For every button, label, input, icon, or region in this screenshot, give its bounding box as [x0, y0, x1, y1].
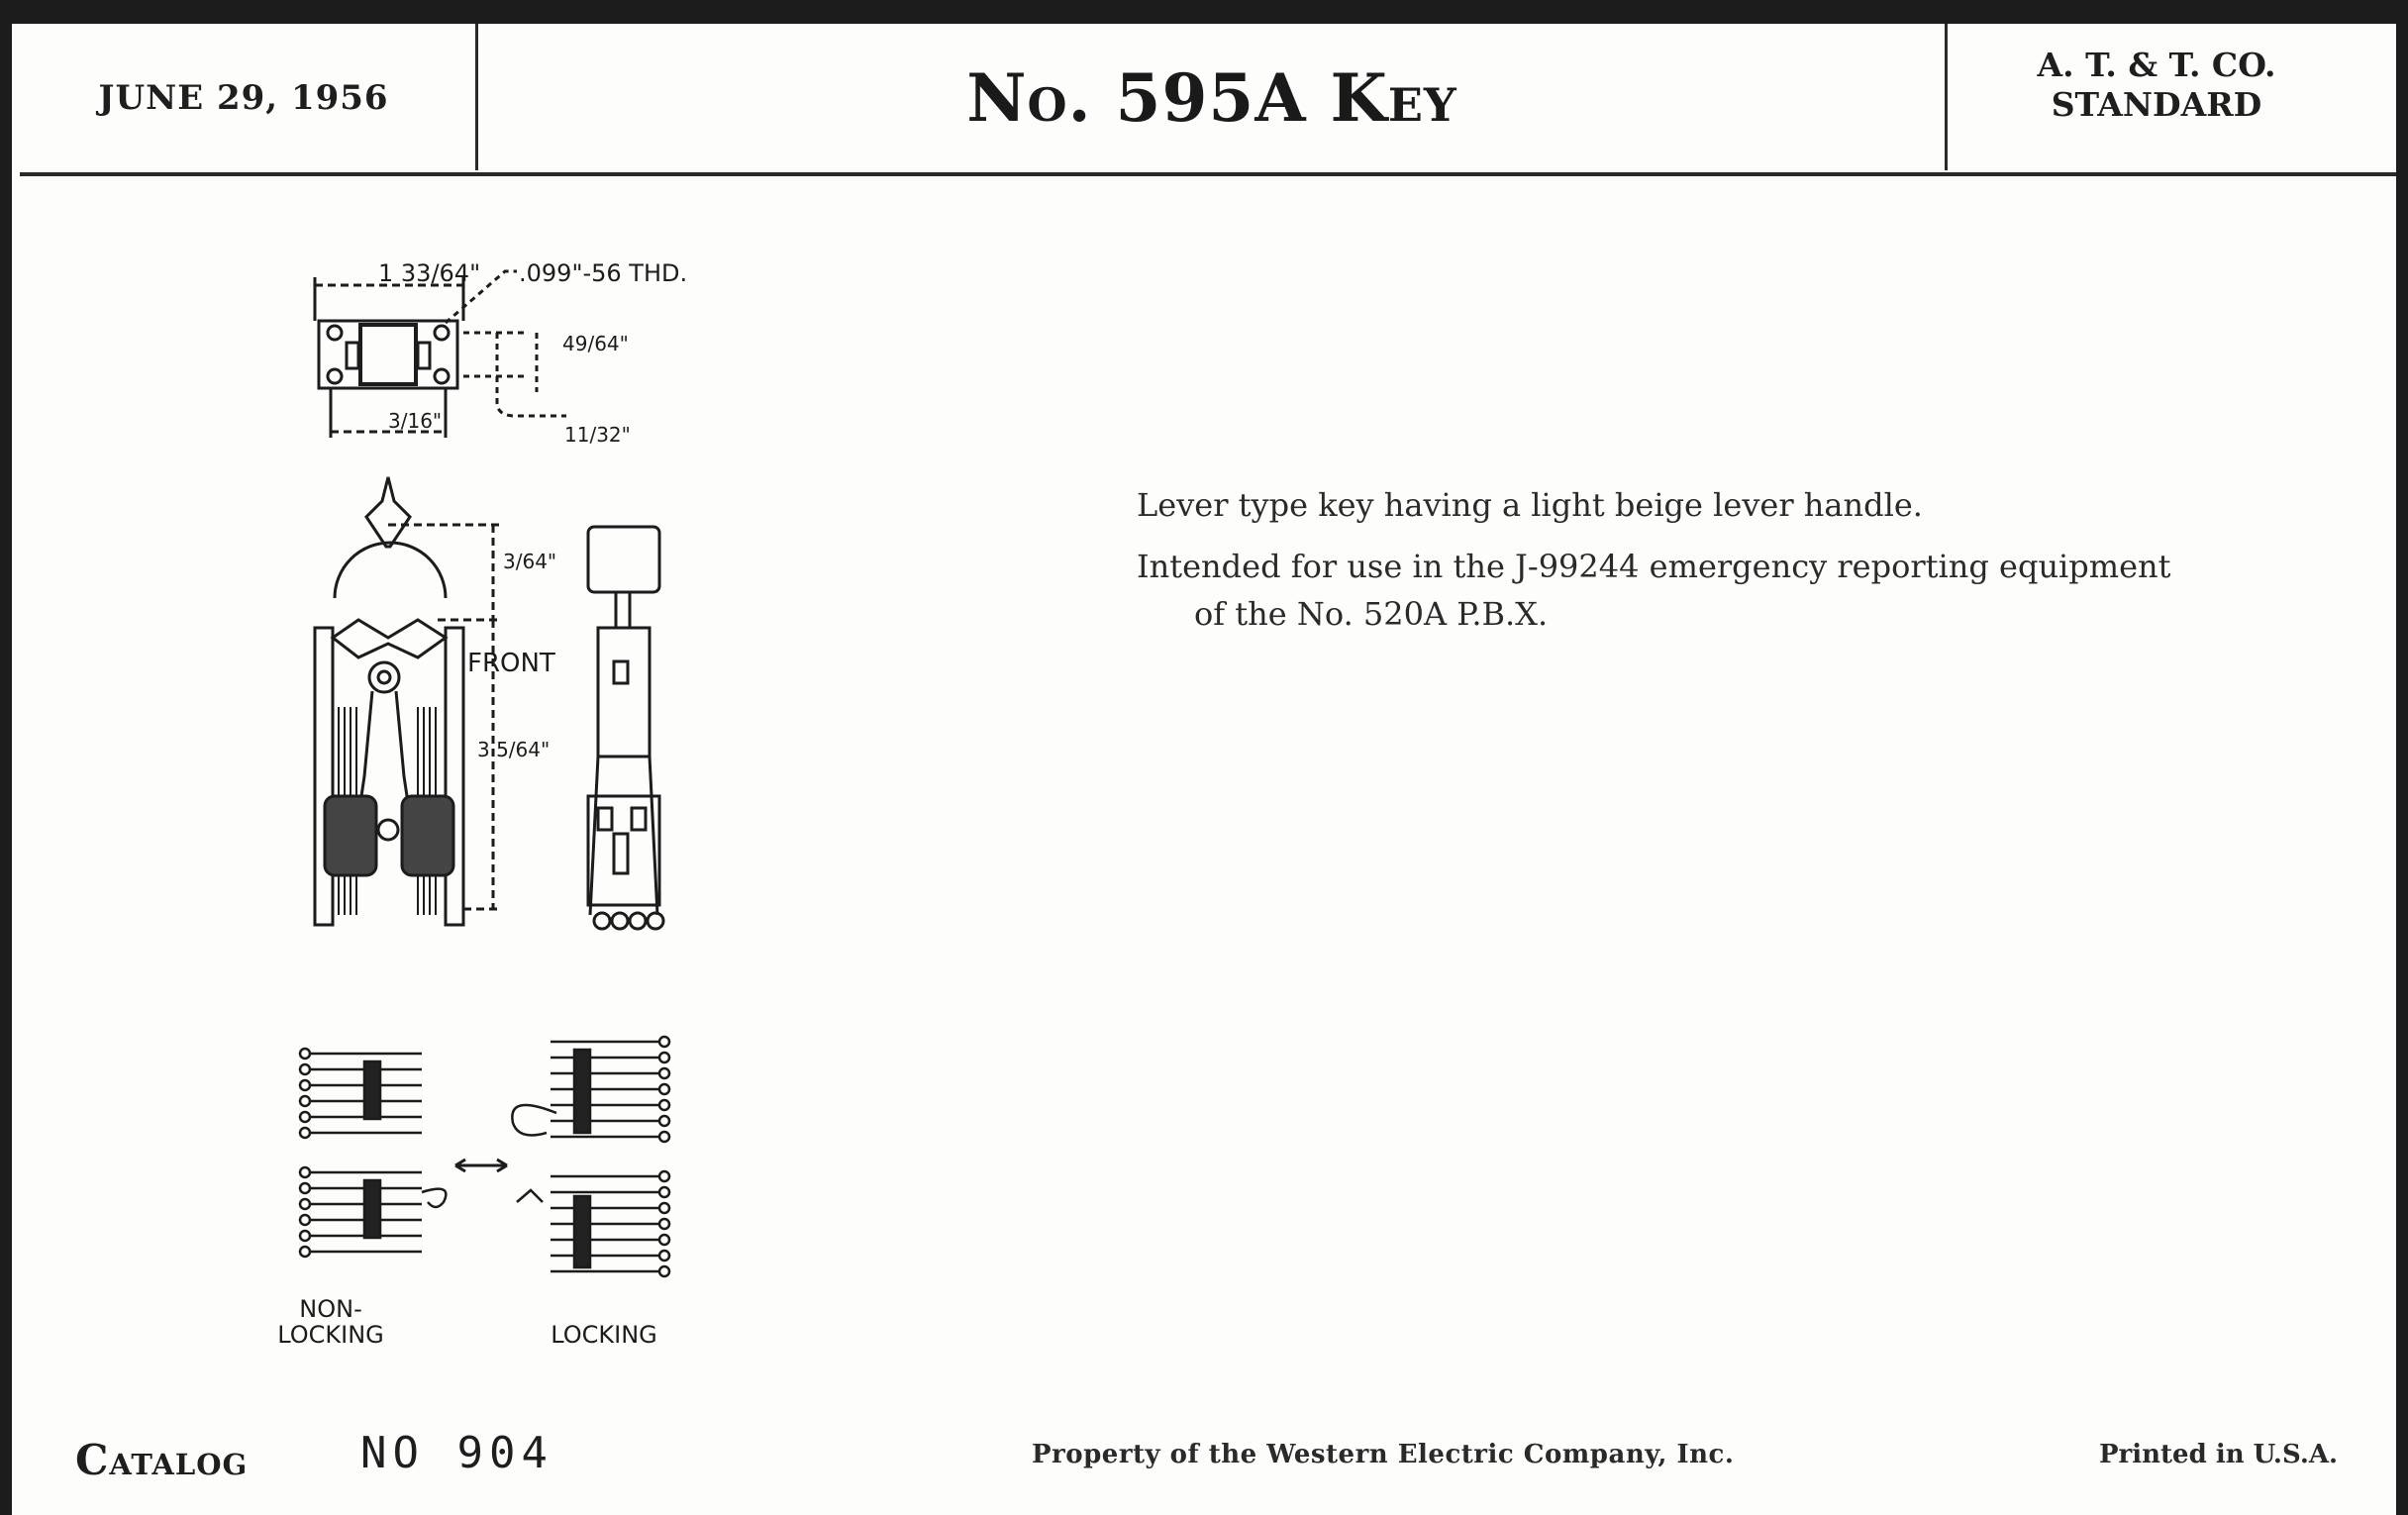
- key-drawing: [269, 222, 784, 1370]
- issue-date: JUNE 29, 1956: [98, 78, 389, 118]
- non-locking-diagram: [300, 1049, 446, 1257]
- property-notice: Property of the Western Electric Company, Inc.: [1032, 1440, 1735, 1469]
- catalog-card: [12, 24, 2396, 1515]
- dim-3-16-label: 3/16": [388, 409, 443, 433]
- front-view: [315, 477, 499, 925]
- catalog-label: Catalog: [75, 1436, 249, 1484]
- standard-line-2: STANDARD: [2051, 85, 2262, 124]
- dim-49-label: 49/64": [562, 332, 629, 355]
- header-rule: [20, 172, 2396, 176]
- locking-label: LOCKING: [551, 1321, 657, 1349]
- description-line-1: Lever type key having a light beige lever handle.: [1137, 486, 1923, 524]
- locking-diagram: [512, 1037, 669, 1276]
- dim-height-label: 3 5/64": [477, 738, 551, 761]
- non-locking-label-2: LOCKING: [277, 1321, 384, 1349]
- description: [1137, 481, 2176, 652]
- non-locking-label-1: NON-: [299, 1295, 362, 1323]
- header-divider-right: [1945, 24, 1948, 170]
- dim-11-32-label: 11/32": [564, 423, 631, 447]
- arrow-icon: [455, 1160, 507, 1171]
- standard-label: [1949, 46, 2364, 125]
- dim-3-64-label: 3/64": [503, 550, 557, 573]
- page-title: No. 595A Key: [966, 59, 1457, 137]
- header-divider-left: [475, 24, 478, 170]
- front-label: FRONT: [467, 649, 555, 678]
- catalog-number: NO 904: [360, 1428, 553, 1478]
- dim-width-label: 1 33/64": [378, 259, 481, 287]
- thread-label: .099"-56 THD.: [519, 259, 688, 287]
- side-view: [588, 527, 663, 929]
- description-line-2: Intended for use in the J-99244 emergency reporting equipment of the No. 520A P.B.X.: [1137, 548, 2171, 633]
- printed-notice: Printed in U.S.A.: [2099, 1440, 2339, 1469]
- standard-line-1: A. T. & T. CO.: [2037, 46, 2276, 84]
